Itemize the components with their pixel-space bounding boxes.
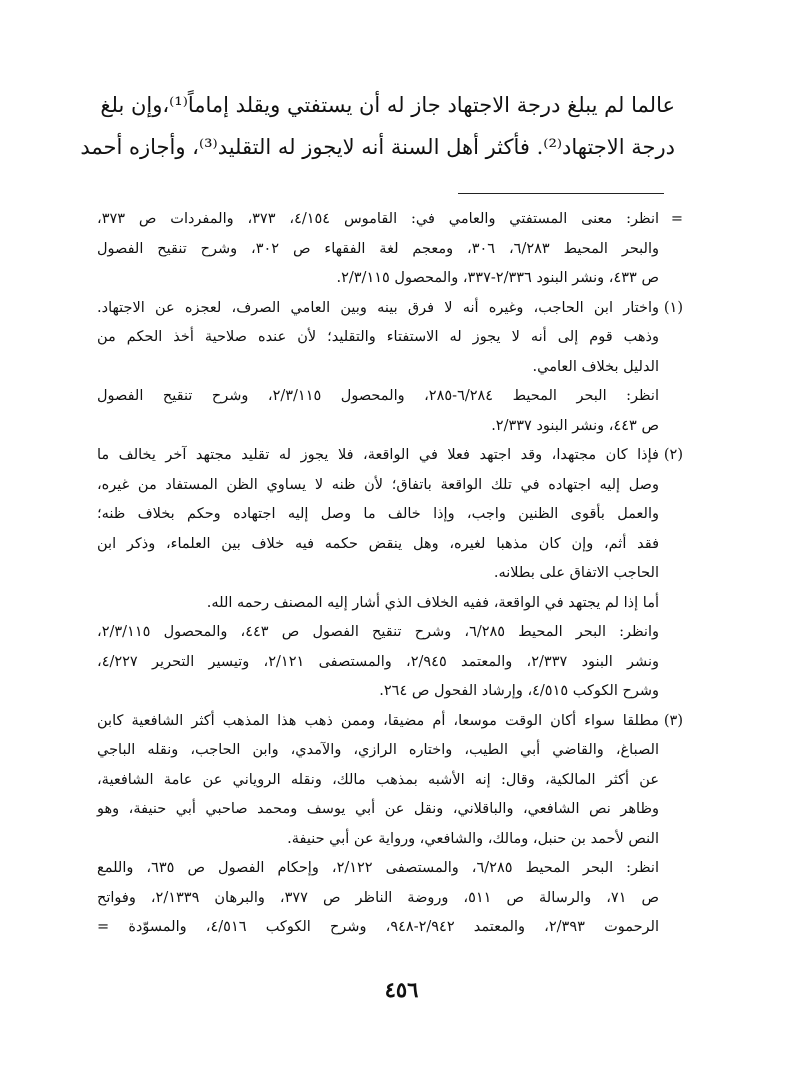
footnote-line [97, 382, 683, 412]
footnote-line [97, 854, 683, 884]
footnote-line [97, 441, 683, 471]
footnote-line [97, 323, 683, 353]
footnote-line [97, 707, 683, 737]
footnote-text: عن أكثر المالكية، وقال: إنه الأشبه بمذهب مالك، ونقله الروياني عن عامة الشافعية، [97, 771, 659, 788]
footnote-line [97, 264, 683, 294]
footnote-text: وشرح الكوكب ٤/٥١٥، وإرشاد الفحول ص ٢٦٤. [379, 683, 659, 699]
footnote-line [97, 825, 683, 855]
footnote-text: وانظر: البحر المحيط ٦/٢٨٥، وشرح تنقيح الفصول ص ٤٤٣، والمحصول ٢/٣/١١٥، [97, 624, 659, 640]
footnote-line [97, 559, 683, 589]
footnote-line [97, 412, 683, 442]
footnote-text: انظر: معنى المستفتي والعامي في: القاموس ٤/١٥٤، ٣٧٣، والمفردات ص ٣٧٣، [97, 211, 660, 227]
footnote-line [97, 766, 683, 796]
footnotes [97, 205, 683, 943]
footnote-text: أما إذا لم يجتهد في الواقعة، ففيه الخلاف الذي أشار إليه المصنف رحمه الله. [206, 594, 659, 611]
footnote-text: فقد أثم، وإن كان مذهبا لغيره، وهل ينقض حكمه فيه خلاف بين العلماء، وذكر ابن [97, 535, 659, 552]
footnote-line [97, 884, 683, 914]
main-text [80, 84, 675, 168]
footnote-marker: (٣) [663, 712, 683, 729]
footnote-text: وصل إليه اجتهاده في تلك الواقعة باتفاق؛ لأن ظنه لا يساوي الظن المستفاد من غيره، [97, 476, 659, 493]
footnote-separator [458, 193, 664, 194]
footnote-text: فإذا كان مجتهدا، وقد اجتهد فعلا في الواقعة، فلا يجوز له تقليد مجتهد آخر يخالف ما [97, 447, 659, 463]
footnote-line [97, 913, 683, 943]
footnote-text: ص ٤٣٣، ونشر البنود ٢/٣٣٦-٣٣٧، والمحصول ٢/٣/١١٥. [336, 270, 659, 286]
footnote-text: ونشر البنود ٢/٣٣٧، والمعتمد ٢/٩٤٥، والمستصفى ٢/١٢١، وتيسير التحرير ٤/٢٢٧، [97, 653, 659, 670]
footnote-line [97, 589, 683, 619]
footnote-text: وظاهر نص الشافعي، والباقلاني، ونقل عن أبي يوسف ومحمد صاحبي أبي حنيفة، وهو [97, 801, 659, 817]
footnote-text: واختار ابن الحاجب، وغيره أنه لا فرق بينه وبين العامي الصرف، لعجزه عن الاجتهاد. [97, 299, 659, 316]
footnote-text: الصباغ، والقاضي أبي الطيب، واختاره الرازي، والآمدي، وابن الحاجب، ونقله الباجي [97, 742, 659, 758]
page-number: ٤٥٦ [384, 977, 419, 1002]
footnote-marker: (٢) [663, 447, 683, 463]
footnote-line [97, 471, 683, 501]
footnote-text: الحاجب الاتفاق على بطلانه. [493, 565, 659, 581]
footnote-text: الرحموت ٢/٣٩٣، والمعتمد ٢/٩٤٢-٩٤٨، وشرح الكوكب ٤/٥١٦، والمسوّدة = [97, 919, 660, 935]
footnote-text: ص ٧١، والرسالة ص ٥١١، وروضة الناظر ص ٣٧٧، والبرهان ٢/١٣٣٩، وفواتح [97, 889, 660, 906]
footnote-text: ص ٤٤٣، ونشر البنود ٢/٣٣٧. [491, 417, 659, 434]
footnote-text: والعمل بأقوى الظنين واجب، وإذا خالف ما وصل إليه اجتهاده وحكم بخلاف ظنه؛ [97, 506, 659, 522]
footnote-line [97, 353, 683, 383]
footnote-line [97, 648, 683, 678]
footnote-line [97, 677, 683, 707]
footnote-line [97, 235, 683, 265]
footnote-text: انظر: البحر المحيط ٦/٢٨٤-٢٨٥، والمحصول ٢/٣/١١٥، وشرح تنقيح الفصول [97, 388, 659, 404]
main-text-line: عالما لم يبلغ درجة الاجتهاد جاز له أن يستفتي ويقلد إماماً⁽¹⁾،وإن بلغ [100, 93, 675, 117]
footnote-line [97, 736, 683, 766]
footnote-line [97, 530, 683, 560]
footnote-text: والبحر المحيط ٦/٢٨٣، ٣٠٦، ومعجم لغة الفقهاء ص ٣٠٢، وشرح تنقيح الفصول [97, 240, 659, 257]
footnote-text: وذهب قوم إلى أنه لا يجوز له الاستفتاء والتقليد؛ لأن عنده صلاحية أخذ الحكم من [97, 329, 659, 345]
footnote-line [97, 294, 683, 324]
footnote-line [97, 618, 683, 648]
footnote-text: النص لأحمد بن حنبل، ومالك، والشافعي، ورواية عن أبي حنيفة. [287, 830, 659, 847]
footnote-marker: (١) [663, 299, 683, 316]
main-text-line: درجة الاجتهاد⁽²⁾. فأكثر أهل السنة أنه لايجوز له التقليد⁽³⁾، وأجازه أحمد [80, 135, 675, 159]
footnote-text: مطلقا سواء أكان الوقت موسعا، أم مضيقا، وممن ذهب هذا المذهب أكثر الشافعية كابن [97, 712, 659, 729]
footnote-text: الدليل بخلاف العامي. [532, 358, 659, 375]
footnote-line [97, 205, 683, 235]
footnote-line [97, 500, 683, 530]
footnote-text: انظر: البحر المحيط ٦/٢٨٥، والمستصفى ٢/١٢٢، وإحكام الفصول ص ٦٣٥، واللمع [97, 860, 659, 876]
footnote-marker: = [670, 211, 683, 227]
footnote-line [97, 795, 683, 825]
